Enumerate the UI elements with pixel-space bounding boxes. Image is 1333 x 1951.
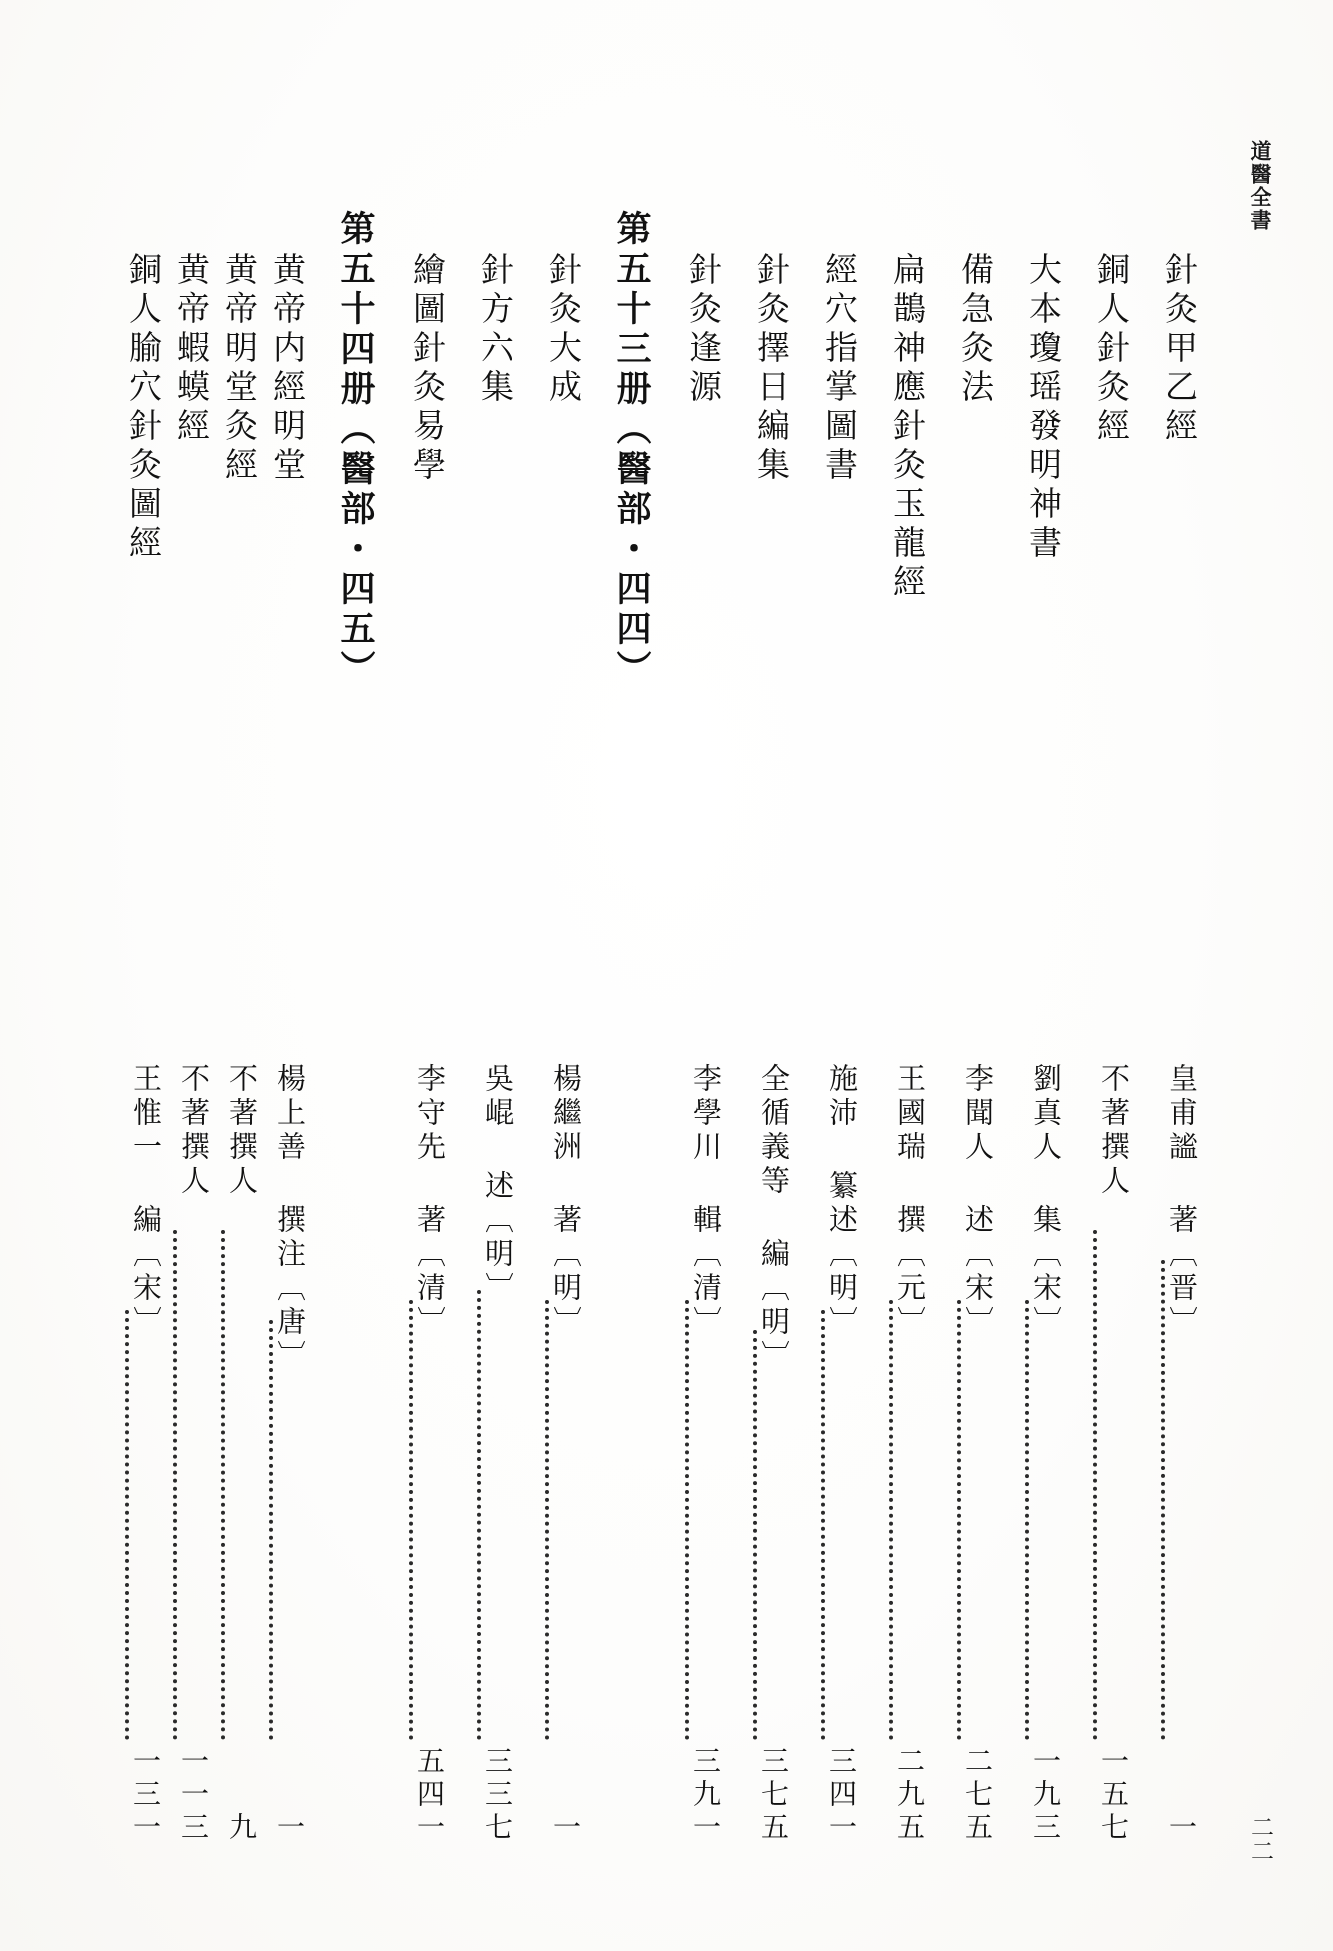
- entry-author: 〔唐〕楊上善 撰注: [273, 1063, 307, 1374]
- entry-page-number: 三三七: [481, 1746, 514, 1845]
- leader-dots: [1161, 1260, 1169, 1740]
- entry-author: 不著撰人: [225, 1063, 259, 1199]
- leader-dots: [889, 1300, 897, 1740]
- entry-page-number: 一: [273, 1812, 306, 1845]
- entry-title: 針灸大成: [544, 252, 583, 408]
- volume-heading-label: 第五十四册（醫部・四五）: [335, 210, 375, 690]
- leader-dots: [545, 1300, 553, 1740]
- leader-dots: [477, 1290, 485, 1740]
- toc-entry: [722, 0, 791, 1951]
- leader-dots: [821, 1310, 829, 1740]
- leader-dots: [1093, 1230, 1101, 1740]
- entry-page-number-wrap: [1062, 1746, 1128, 1845]
- leader-dots: [409, 1300, 417, 1740]
- volume-heading: [582, 0, 651, 1951]
- entry-author: 〔晋〕皇甫謐 著: [1165, 1063, 1199, 1340]
- volume-heading: [306, 0, 375, 1951]
- entry-title: 針灸甲乙經: [1160, 252, 1199, 447]
- entry-page-number-wrap: [722, 1746, 788, 1845]
- leader-dots: [173, 1230, 181, 1740]
- running-head: 道醫全書: [1248, 140, 1272, 232]
- entry-author: 不著撰人: [177, 1063, 211, 1199]
- entry-title: 銅人腧穴針灸圖經: [124, 252, 163, 564]
- entry-author: 〔宋〕劉真人 集: [1029, 1063, 1063, 1340]
- leader-dots: [685, 1300, 693, 1740]
- leader-dots: [125, 1310, 133, 1740]
- entry-title: 針灸擇日編集: [752, 252, 791, 486]
- entry-title: 黄帝明堂灸經: [220, 252, 259, 486]
- entry-page-number: 二七五: [961, 1746, 994, 1845]
- entry-page-number-wrap: [926, 1746, 992, 1845]
- entry-page-number-wrap: [654, 1746, 720, 1845]
- entry-author: 不著撰人: [1097, 1063, 1131, 1199]
- entry-author: 〔明〕全循義等 編: [757, 1063, 791, 1374]
- toc-entry: [1130, 0, 1199, 1951]
- toc-entry: [94, 0, 163, 1951]
- leader-dots: [753, 1330, 761, 1740]
- page-folio-number: 二二: [1247, 1815, 1273, 1863]
- entry-title: 黄帝内經明堂: [268, 252, 307, 486]
- entry-author: 〔宋〕王惟一 編: [129, 1063, 163, 1340]
- entry-title: 針灸逢源: [684, 252, 723, 408]
- toc-entry: [654, 0, 723, 1951]
- entry-title: 大本瓊瑶發明神書: [1024, 252, 1063, 564]
- entry-author: 〔明〕施沛 纂述: [825, 1063, 859, 1340]
- leader-dots: [221, 1230, 229, 1740]
- entry-page-number-wrap: [378, 1746, 444, 1845]
- toc-entry: [926, 0, 995, 1951]
- toc-entry: [790, 0, 859, 1951]
- entry-page-number: 一五七: [1097, 1746, 1130, 1845]
- leader-dots: [269, 1320, 277, 1740]
- toc-entry: [1062, 0, 1131, 1951]
- entry-author: 〔清〕李守先 著: [413, 1063, 447, 1340]
- entry-page-number: 一: [1165, 1812, 1198, 1845]
- entry-page-number: 九: [225, 1812, 258, 1845]
- entry-page-number: 三四一: [825, 1746, 858, 1845]
- entry-page-number-wrap: [514, 1812, 580, 1845]
- entry-page-number: 五四一: [413, 1746, 446, 1845]
- leader-dots: [1025, 1300, 1033, 1740]
- entry-title: 備急灸法: [956, 252, 995, 408]
- entry-page-number-wrap: [858, 1746, 924, 1845]
- entry-page-number: 一九三: [1029, 1746, 1062, 1845]
- entry-page-number-wrap: [94, 1746, 160, 1845]
- leader-dots: [957, 1300, 965, 1740]
- entry-page-number: 一一三: [177, 1746, 210, 1845]
- toc-entry: [514, 0, 583, 1951]
- toc-entry: [446, 0, 515, 1951]
- entry-page-number: 二九五: [893, 1746, 926, 1845]
- entry-title: 針方六集: [476, 252, 515, 408]
- entry-author: 〔明〕楊繼洲 著: [549, 1063, 583, 1340]
- entry-page-number-wrap: [1130, 1812, 1196, 1845]
- entry-title: 繪圖針灸易學: [408, 252, 447, 486]
- entry-page-number-wrap: [446, 1746, 512, 1845]
- entry-page-number: 三七五: [757, 1746, 790, 1845]
- entry-page-number-wrap: [790, 1746, 856, 1845]
- entry-page-number: 一: [549, 1812, 582, 1845]
- entry-page-number-wrap: [994, 1746, 1060, 1845]
- entry-author: 〔宋〕李聞人 述: [961, 1063, 995, 1340]
- toc-entry: [378, 0, 447, 1951]
- entry-page-number: 三九一: [689, 1746, 722, 1845]
- toc-entry: [994, 0, 1063, 1951]
- entry-title: 銅人針灸經: [1092, 252, 1131, 447]
- entry-title: 黄帝蝦蟆經: [172, 252, 211, 447]
- volume-heading-label: 第五十三册（醫部・四四）: [611, 210, 651, 690]
- entry-author: 〔元〕王國瑞 撰: [893, 1063, 927, 1340]
- entry-author: 〔明〕吳崐 述: [481, 1063, 515, 1306]
- entry-title: 扁鵲神應針灸玉龍經: [888, 252, 927, 603]
- entry-author: 〔清〕李學川 輯: [689, 1063, 723, 1340]
- entry-page-number: 一三一: [129, 1746, 162, 1845]
- toc-entry: [858, 0, 927, 1951]
- entry-title: 經穴指掌圖書: [820, 252, 859, 486]
